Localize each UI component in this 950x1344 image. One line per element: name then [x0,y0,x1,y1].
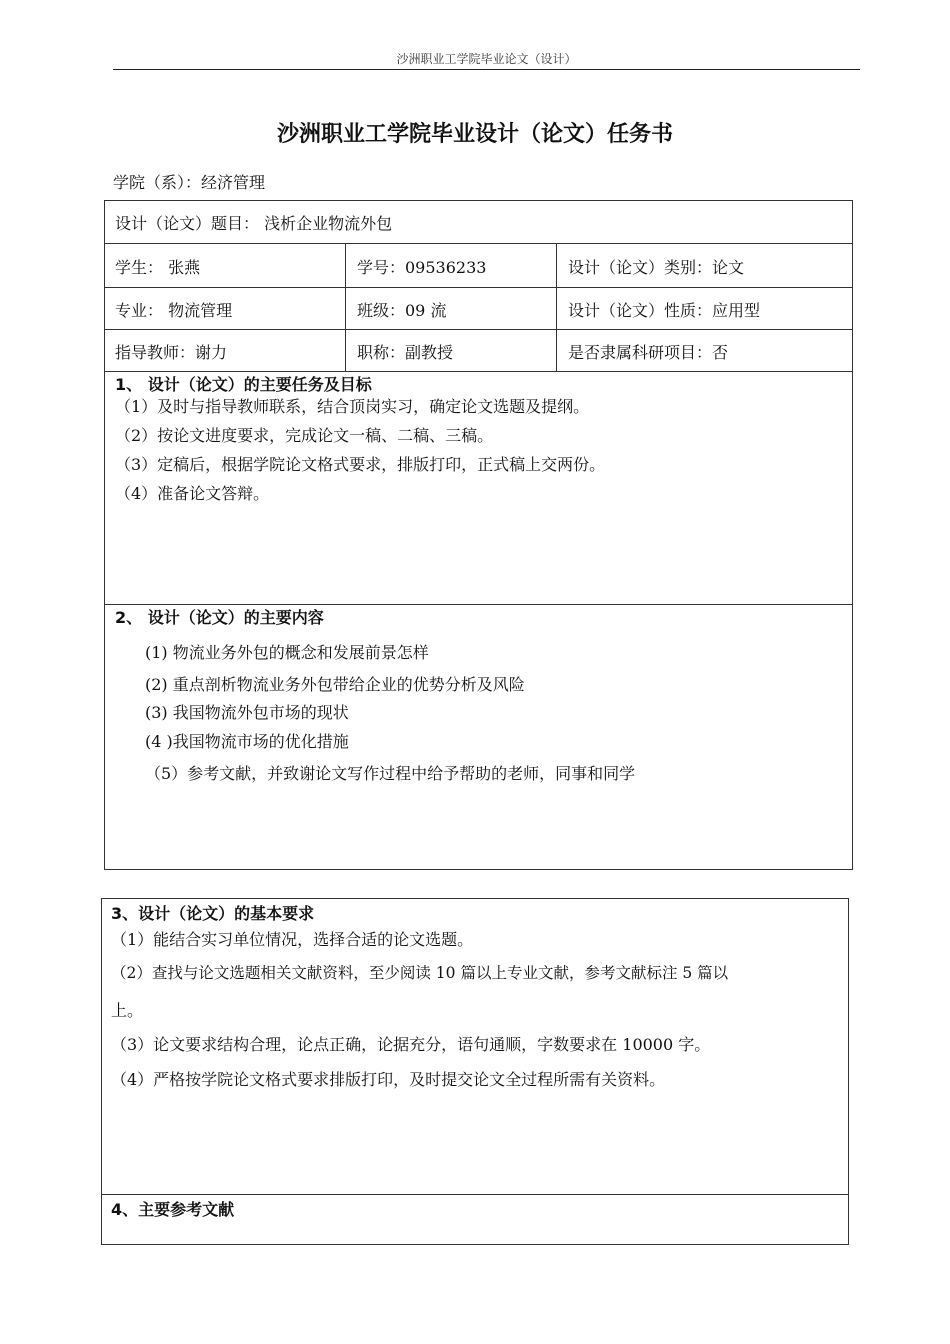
advisor-title-field: 职称：副教授 [357,343,454,362]
section2-item: (1) 物流业务外包的概念和发展前景怎样 [145,643,429,662]
section1-item: （4）准备论文答辩。 [115,484,270,503]
section1-item: （1）及时与指导教师联系，结合顶岗实习，确定论文选题及提纲。 [115,397,590,416]
section1-heading: 1、 设计（论文）的主要任务及目标 [115,375,372,394]
document-title: 沙洲职业工学院毕业设计（论文）任务书 [276,122,673,147]
section1-item: （2）按论文进度要求，完成论文一稿、二稿、三稿。 [115,426,494,445]
row-divider [101,1194,849,1195]
section2-heading: 2、 设计（论文）的主要内容 [115,608,324,627]
section2-item: (3) 我国物流外包市场的现状 [145,703,349,722]
column-divider [556,243,557,371]
student-id-field: 学号：09536233 [357,258,487,277]
row-divider [104,287,853,288]
section2-item: (4 )我国物流市场的优化措施 [145,732,349,751]
column-divider [345,243,346,371]
department-label: 学院（系）：经济管理 [113,173,266,192]
section2-item: （5）参考文献，并致谢论文写作过程中给予帮助的老师，同事和同学 [145,764,636,783]
section3-item: （1）能结合实习单位情况，选择合适的论文选题。 [111,930,474,949]
research-field: 是否隶属科研项目：否 [568,343,729,362]
row-divider [104,243,853,244]
topic-field: 设计（论文）题目： 浅析企业物流外包 [115,214,393,233]
section3-heading: 3、设计（论文）的基本要求 [111,904,315,923]
row-divider [104,329,853,330]
student-field: 学生： 张燕 [115,258,201,277]
section4-heading: 4、主要参考文献 [111,1200,235,1219]
class-field: 班级：09 流 [357,301,447,320]
section3-item: （3）论文要求结构合理，论点正确，论据充分，语句通顺，字数要求在 10000 字。 [111,1035,711,1054]
section3-item: （2）查找与论文选题相关文献资料，至少阅读 10 篇以上专业文献，参考文献标注 5 篇以 [111,964,729,982]
section2-item: (2) 重点剖析物流业务外包带给企业的优势分析及风险 [145,675,525,694]
section3-item: 上。 [111,1001,144,1020]
major-field: 专业： 物流管理 [115,301,233,320]
nature-field: 设计（论文）性质：应用型 [568,301,761,320]
category-field: 设计（论文）类别：论文 [568,258,745,277]
page-header: 沙洲职业工学院毕业论文（设计） [396,52,577,66]
section3-item: （4）严格按学院论文格式要求排版打印，及时提交论文全过程所需有关资料。 [111,1070,666,1089]
header-divider [113,69,860,70]
advisor-field: 指导教师：谢力 [115,343,228,362]
section1-item: （3）定稿后，根据学院论文格式要求，排版打印，正式稿上交两份。 [115,455,606,474]
